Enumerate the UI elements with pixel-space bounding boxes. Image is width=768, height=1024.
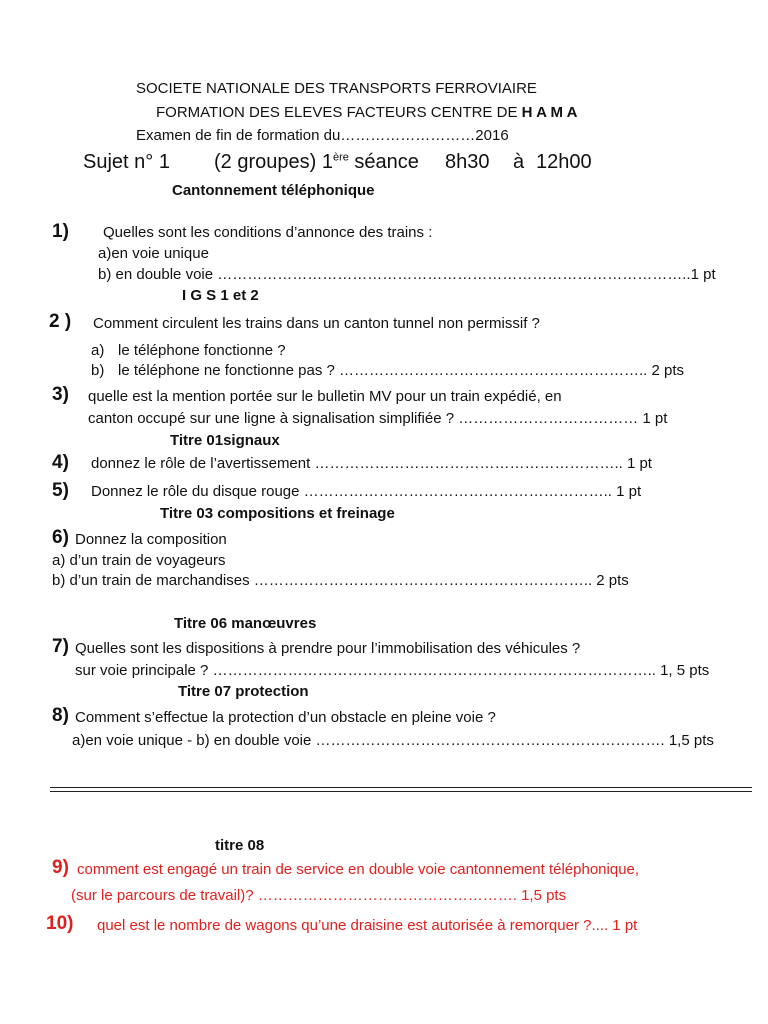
question-2-option-a-label: a) bbox=[91, 342, 105, 359]
question-7-number: 7) bbox=[52, 636, 69, 657]
question-1-option-a: a)en voie unique bbox=[98, 245, 209, 262]
question-1-text: Quelles sont les conditions d’annonce des trains : bbox=[103, 224, 433, 241]
question-2-option-b: le téléphone ne fonctionne pas ? …………………………………………………….. 2 pts bbox=[118, 362, 685, 379]
subject-seance: séance bbox=[348, 151, 419, 173]
divider-bottom bbox=[50, 791, 752, 792]
section-title-cantonnement: Cantonnement téléphonique bbox=[172, 182, 375, 199]
question-2-text: Comment circulent les trains dans un canton tunnel non permissif ? bbox=[93, 315, 540, 332]
question-9-text: comment est engagé un train de service en double voie cantonnement téléphonique, bbox=[77, 861, 640, 878]
section-title-manoeuvres: Titre 06 manœuvres bbox=[174, 615, 317, 632]
question-3-continuation: canton occupé sur une ligne à signalisation simplifiée ? ……………………………… 1 pt bbox=[88, 410, 668, 427]
question-8-text: Comment s’effectue la protection d’un obstacle en pleine voie ? bbox=[75, 709, 496, 726]
question-4-text: donnez le rôle de l’avertissement …………………………………………………….. 1 pt bbox=[91, 455, 652, 472]
question-2-option-b-label: b) bbox=[91, 362, 105, 379]
section-title-igs: I G S 1 et 2 bbox=[182, 287, 259, 304]
question-6-text: Donnez la composition bbox=[75, 531, 227, 548]
header-centre-name: H A M A bbox=[521, 104, 578, 121]
question-7-continuation: sur voie principale ? …………………………………………………………………………….. 1, 5 pts bbox=[75, 662, 710, 679]
question-2-option-a: le téléphone fonctionne ? bbox=[118, 342, 286, 359]
section-title-titre-08: titre 08 bbox=[215, 837, 265, 854]
divider-top bbox=[50, 787, 752, 788]
question-6-option-a: a) d’un train de voyageurs bbox=[52, 552, 226, 569]
question-6-option-b: b) d’un train de marchandises ………………………………………………………….. 2 pts bbox=[52, 572, 629, 589]
question-8-number: 8) bbox=[52, 705, 69, 726]
header-line-formation bbox=[156, 104, 577, 121]
question-6-number: 6) bbox=[52, 527, 69, 548]
section-title-compositions: Titre 03 compositions et freinage bbox=[160, 505, 395, 522]
question-9-number: 9) bbox=[52, 857, 69, 878]
question-4-number: 4) bbox=[52, 452, 69, 473]
question-1-option-b: b) en double voie …………………………………………………………………………………..1 pt bbox=[98, 266, 716, 283]
question-1-number: 1) bbox=[52, 221, 69, 242]
question-9-continuation: (sur le parcours de travail)? ……………………………………………. 1,5 pts bbox=[71, 887, 567, 904]
subject-time-end: 12h00 bbox=[536, 151, 592, 173]
question-7-text: Quelles sont les dispositions à prendre pour l’immobilisation des véhicules ? bbox=[75, 640, 581, 657]
question-8-continuation: a)en voie unique - b) en double voie ……………………………………………………………. 1,5 pts bbox=[72, 732, 714, 749]
question-10-text: quel est le nombre de wagons qu’une draisine est autorisée à remorquer ?.... 1 pt bbox=[97, 917, 638, 934]
header-line-company: SOCIETE NATIONALE DES TRANSPORTS FERROVIAIRE bbox=[136, 80, 537, 97]
question-3-text: quelle est la mention portée sur le bulletin MV pour un train expédié, en bbox=[88, 388, 562, 405]
question-5-number: 5) bbox=[52, 480, 69, 501]
question-10-number: 10) bbox=[46, 913, 74, 934]
subject-time-start: 8h30 bbox=[445, 151, 490, 173]
header-line-exam: Examen de fin de formation du………………………2016 bbox=[136, 127, 509, 144]
section-title-signaux: Titre 01signaux bbox=[170, 432, 280, 449]
question-3-number: 3) bbox=[52, 384, 69, 405]
subject-groups-text-main: (2 groupes) 1 bbox=[214, 151, 333, 173]
header-formation-text: FORMATION DES ELEVES FACTEURS CENTRE DE bbox=[156, 104, 522, 121]
subject-groups bbox=[214, 151, 419, 174]
subject-a: à bbox=[513, 151, 525, 173]
subject-sup: ère bbox=[332, 151, 349, 164]
question-5-text: Donnez le rôle du disque rouge …………………………………………………….. 1 pt bbox=[91, 483, 642, 500]
subject-number: Sujet n° 1 bbox=[83, 151, 170, 173]
question-2-number: 2 ) bbox=[49, 311, 72, 332]
section-title-protection: Titre 07 protection bbox=[178, 683, 309, 700]
